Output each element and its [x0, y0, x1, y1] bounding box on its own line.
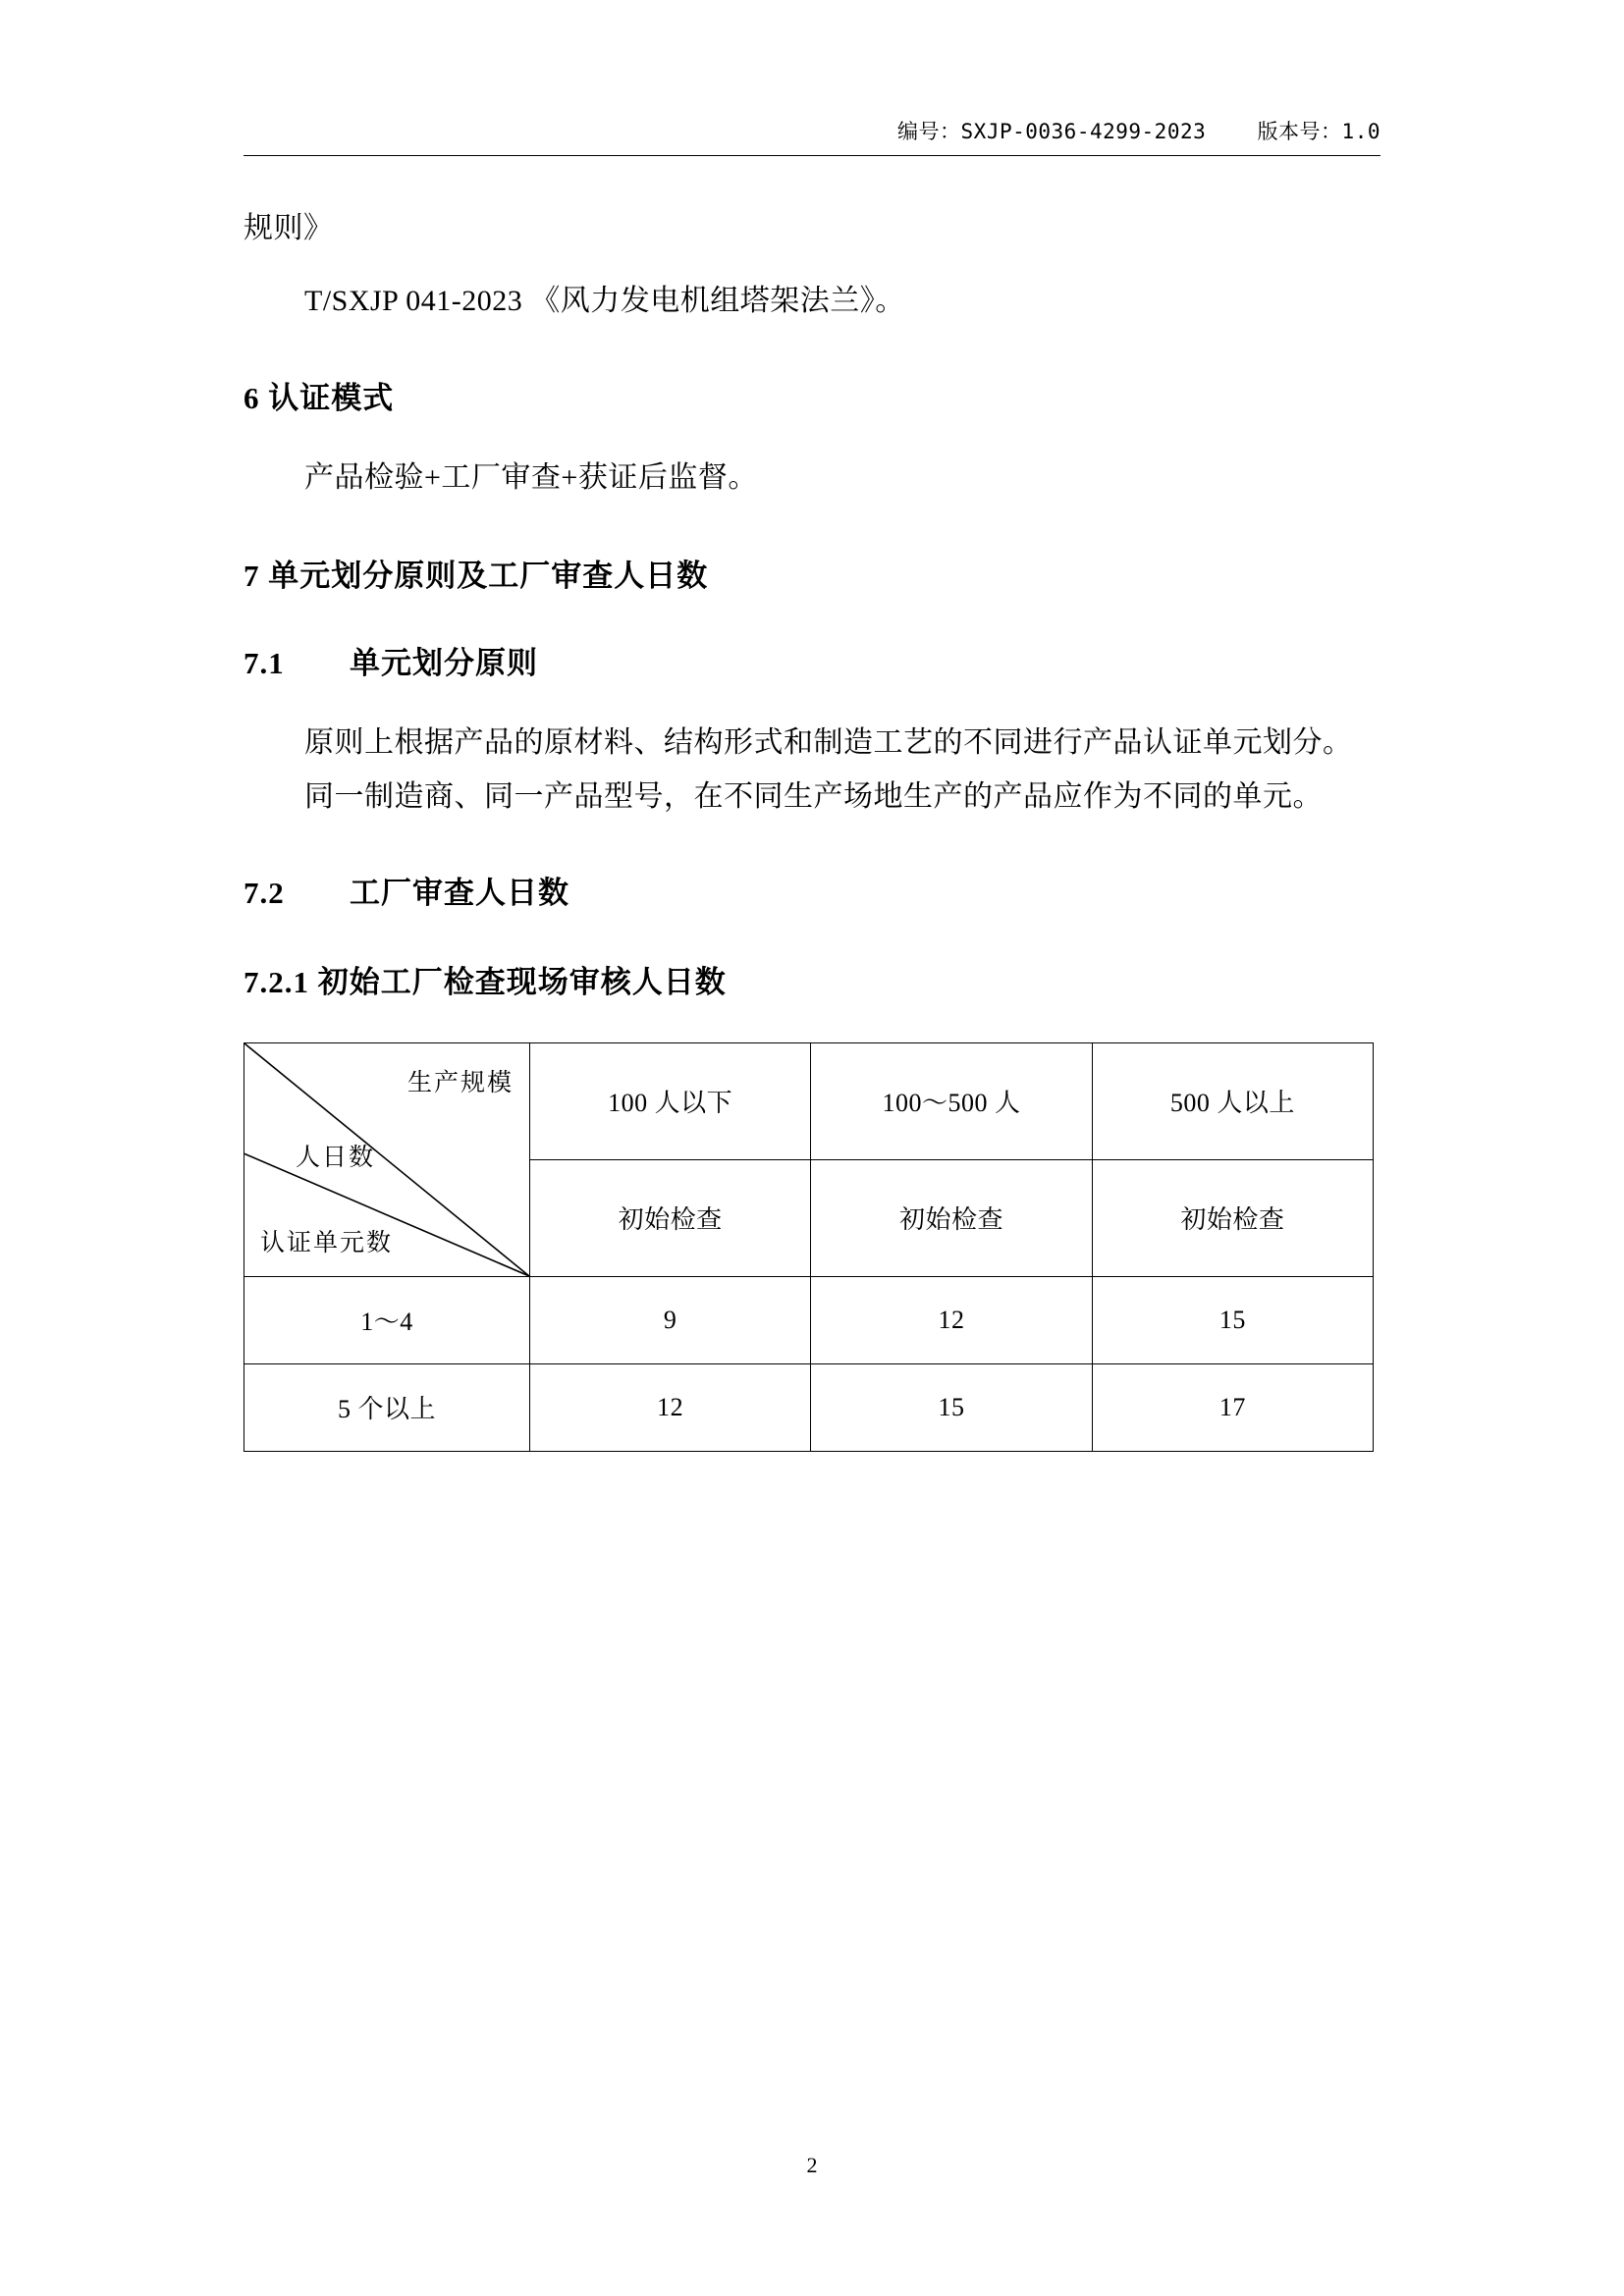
section-6-heading: 6 认证模式 [244, 381, 395, 415]
table-row-0-unit: 1～4 [244, 1276, 530, 1363]
standard-reference: T/SXJP 041-2023 《风力发电机组塔架法兰》。 [304, 284, 905, 317]
table-row-1-unit: 5 个以上 [244, 1363, 530, 1451]
section-7-2-number: 7.2 [244, 875, 285, 910]
table-row-1-value-1: 15 [811, 1363, 1092, 1451]
document-version: 版本号：1.0 [1257, 120, 1380, 143]
table-row-0-value-1: 12 [811, 1276, 1092, 1363]
table-corner-cell [244, 1042, 530, 1276]
section-7-heading: 7 单元划分原则及工厂审查人日数 [244, 558, 709, 593]
table-header-check-1: 初始检查 [811, 1159, 1092, 1276]
table-row-1-value-0: 12 [530, 1363, 811, 1451]
page-header [244, 0, 1380, 145]
manday-table-wrapper [244, 1042, 1380, 1452]
page-number: 2 [806, 2153, 818, 2177]
section-7-1-paragraph-2: 同一制造商、同一产品型号，在不同生产场地生产的产品应作为不同的单元。 [304, 780, 1323, 813]
table-row [244, 1363, 1374, 1451]
section-6-paragraph: 产品检验+工厂审查+获证后监督。 [304, 461, 758, 494]
section-7-1-title: 单元划分原则 [350, 645, 538, 680]
section-7-1-number: 7.1 [244, 645, 285, 680]
table-header-scale-2: 500 人以上 [1092, 1042, 1373, 1159]
corner-label-scale: 生产规模 [406, 1069, 514, 1096]
section-7-1-heading [244, 638, 1380, 682]
header-divider [244, 155, 1380, 156]
table-row [244, 1276, 1374, 1363]
continued-paragraph: 规则》 [244, 212, 334, 244]
table-header-scale-1: 100～500 人 [811, 1042, 1092, 1159]
table-row-1-value-2: 17 [1092, 1363, 1373, 1451]
table-row-0-value-2: 15 [1092, 1276, 1373, 1363]
corner-label-mandays: 人日数 [296, 1144, 376, 1171]
table-row-0-value-0: 9 [530, 1276, 811, 1363]
table-header-check-0: 初始检查 [530, 1159, 811, 1276]
manday-table [244, 1042, 1374, 1452]
table-row-scale-headers [244, 1042, 1374, 1159]
table-header-scale-0: 100 人以下 [530, 1042, 811, 1159]
page-footer [0, 2153, 1624, 2178]
table-header-check-2: 初始检查 [1092, 1159, 1373, 1276]
section-7-2-heading [244, 868, 1380, 912]
document-number: 编号：SXJP-0036-4299-2023 [897, 120, 1207, 143]
corner-label-units: 认证单元数 [260, 1229, 394, 1256]
section-7-2-1-heading: 7.2.1 初始工厂检查现场审核人日数 [244, 964, 727, 999]
section-7-1-paragraph-1: 原则上根据产品的原材料、结构形式和制造工艺的不同进行产品认证单元划分。 [304, 725, 1353, 759]
section-7-2-title: 工厂审查人日数 [350, 875, 569, 910]
